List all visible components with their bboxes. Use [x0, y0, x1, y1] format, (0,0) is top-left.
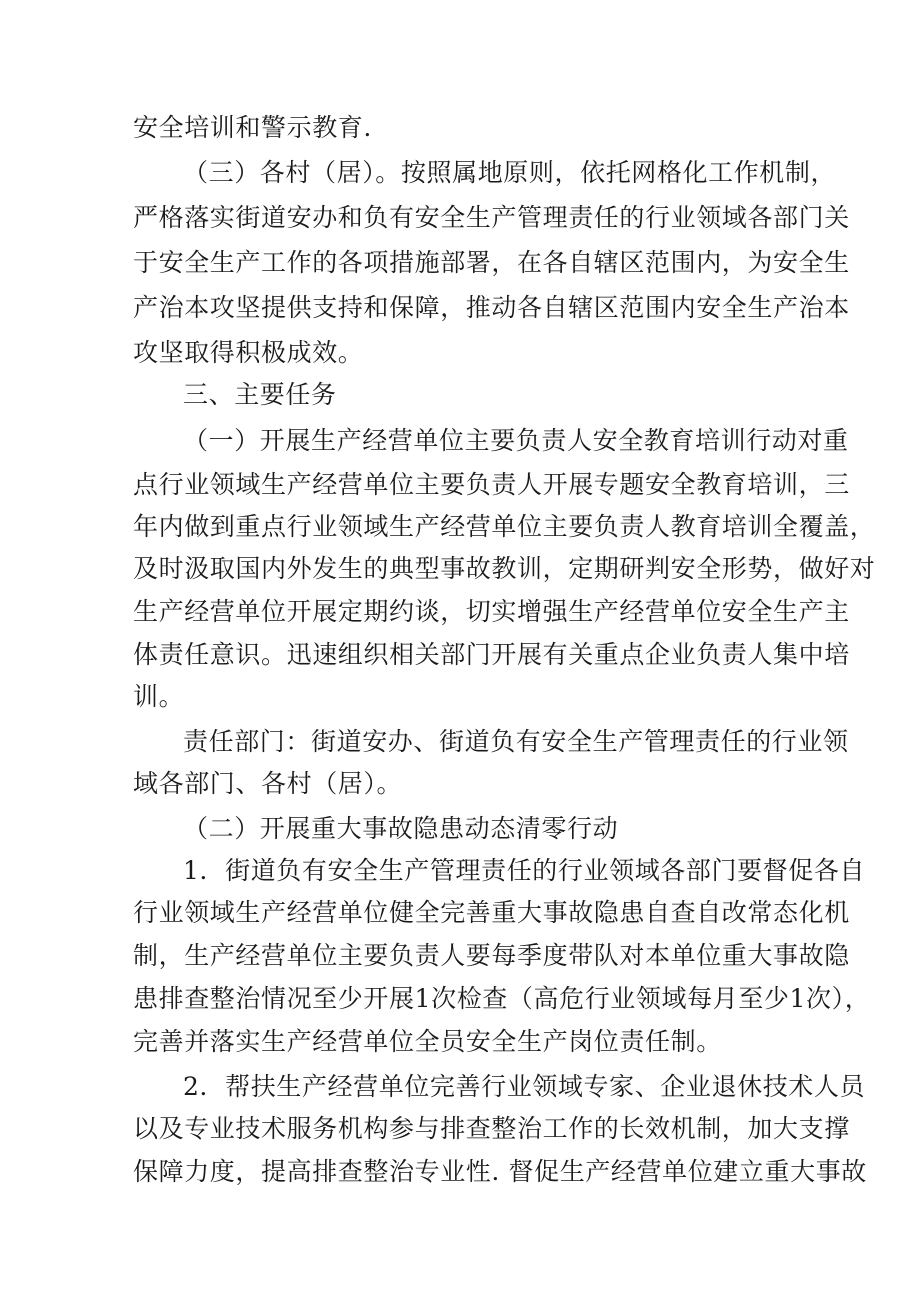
text-line: （三）各村（居）。按照属地原则，依托网格化工作机制， — [183, 158, 837, 187]
text-line: 1．街道负有安全生产管理责任的行业领域各部门要督促各自 — [183, 856, 866, 885]
text-line: 训。 — [133, 682, 185, 711]
text-line: 保障力度，提高排查整治专业性. 督促生产经营单位建立重大事故 — [133, 1157, 867, 1186]
text-line: 点行业领域生产经营单位主要负责人开展专题安全教育培训，三 — [133, 470, 850, 499]
text-line: 2．帮扶生产经营单位完善行业领域专家、企业退休技术人员 — [183, 1072, 866, 1101]
text-line: 年内做到重点行业领域生产经营单位主要负责人教育培训全覆盖， — [133, 512, 876, 541]
text-line: 攻坚取得积极成效。 — [133, 338, 364, 367]
text-line: 生产经营单位开展定期约谈，切实增强生产经营单位安全生产主 — [133, 597, 850, 626]
text-line: 患排查整治情况至少开展1次检查（高危行业领域每月至少1次）， — [133, 984, 871, 1013]
text-line: 安全培训和警示教育. — [133, 113, 372, 142]
section-heading: （二）开展重大事故隐患动态清零行动 — [183, 814, 619, 843]
text-line: 体责任意识。迅速组织相关部门开展有关重点企业负责人集中培 — [133, 640, 850, 669]
text-line: 以及专业技术服务机构参与排查整治工作的长效机制，加大支撑 — [133, 1114, 850, 1143]
section-heading: 三、主要任务 — [183, 380, 337, 409]
text-line: 完善并落实生产经营单位全员安全生产岗位责任制。 — [133, 1027, 722, 1056]
text-line: 产治本攻坚提供支持和保障，推动各自辖区范围内安全生产治本 — [133, 293, 850, 322]
text-line: （一）开展生产经营单位主要负责人安全教育培训行动对重 — [183, 426, 849, 455]
text-line: 域各部门、各村（居）。 — [133, 769, 403, 798]
text-line: 行业领域生产经营单位健全完善重大事故隐患自查自改常态化机 — [133, 898, 850, 927]
text-line: 于安全生产工作的各项措施部署，在各自辖区范围内，为安全生 — [133, 248, 850, 277]
text-line: 责任部门：街道安办、街道负有安全生产管理责任的行业领 — [183, 727, 849, 756]
text-line: 及时汲取国内外发生的典型事故教训，定期研判安全形势，做好对 — [133, 554, 876, 583]
text-line: 制，生产经营单位主要负责人要每季度带队对本单位重大事故隐 — [133, 941, 850, 970]
text-line: 严格落实街道安办和负有安全生产管理责任的行业领域各部门关 — [133, 203, 850, 232]
